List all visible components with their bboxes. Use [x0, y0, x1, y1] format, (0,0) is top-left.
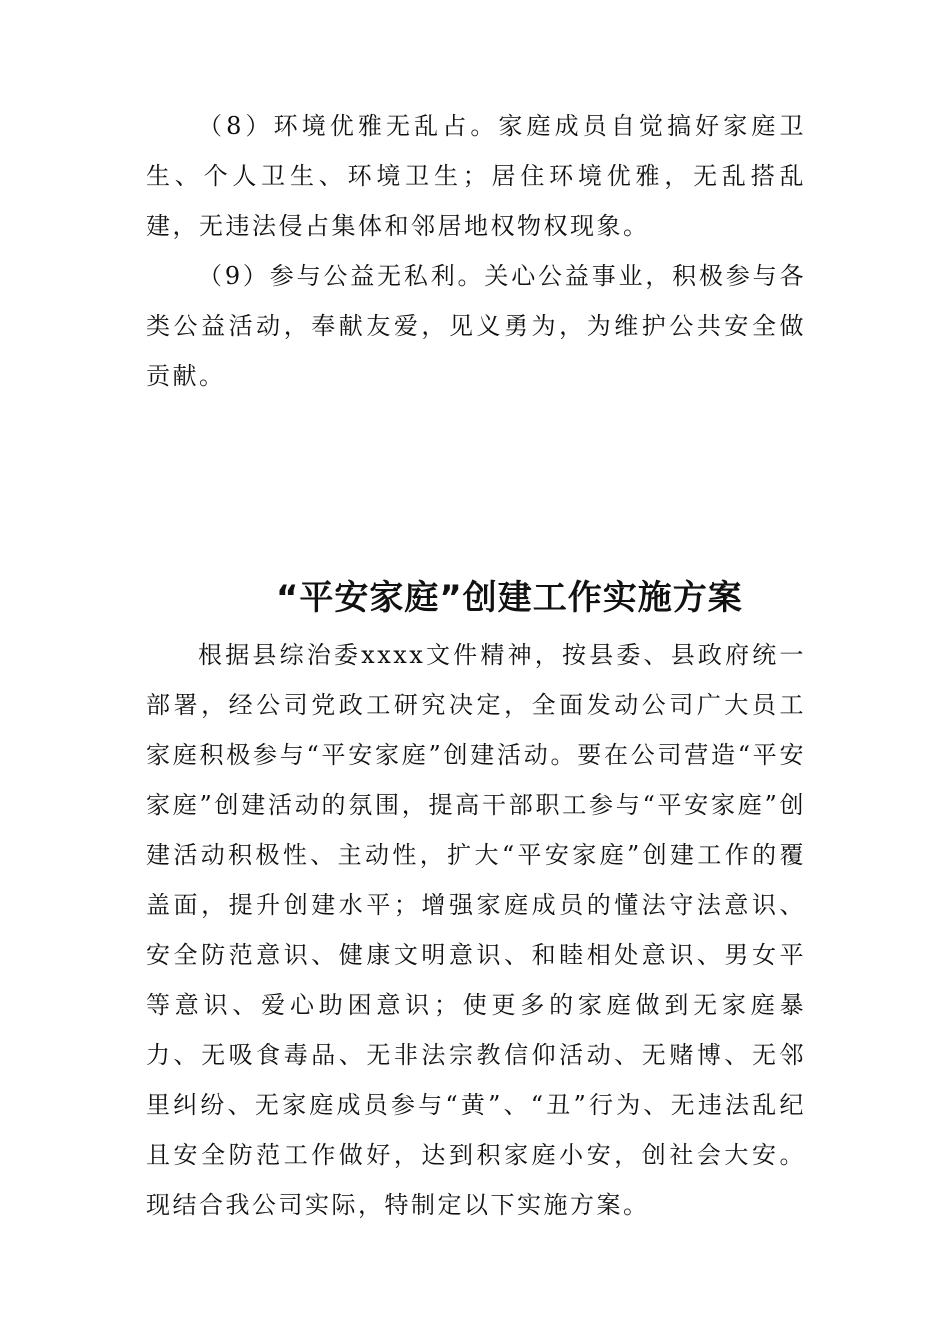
section-title: “平安家庭”创建工作实施方案	[276, 578, 743, 618]
list-item-8: （8）环境优雅无乱占。家庭成员自觉搞好家庭卫生、个人卫生、环境卫生；居住环境优雅，无乱搭乱建，无违法侵占集体和邻居地权物权现象。	[146, 112, 806, 240]
list-item-9: （9）参与公益无私利。关心公益事业，积极参与各类公益活动，奉献友爱，见义勇为，为维护公共安全做贡献。	[146, 262, 806, 390]
intro-paragraph: 根据县综治委xxxx文件精神，按县委、县政府统一部署，经公司党政工研究决定，全面发动公司广大员工家庭积极参与“平安家庭”创建活动。要在公司营造“平安家庭”创建活动的氛围，提高干部职工参与“平安家庭”创建活动积极性、主动性，扩大“平安家庭”创建工作的覆盖面，提升创建水平；增强家庭成员的懂法守法意识、安全防范意识、健康文明意识、和睦相处意识、男女平等意识、爱心助困意识；使更多的家庭做到无家庭暴力、无吸食毒品、无非法宗教信仰活动、无赌博、无邻里纠纷、无家庭成员参与“黄”、“丑”行为、无违法乱纪且安全防范工作做好，达到积家庭小安，创社会大安。现结合我公司实际，特制定以下实施方案。	[146, 641, 806, 1219]
